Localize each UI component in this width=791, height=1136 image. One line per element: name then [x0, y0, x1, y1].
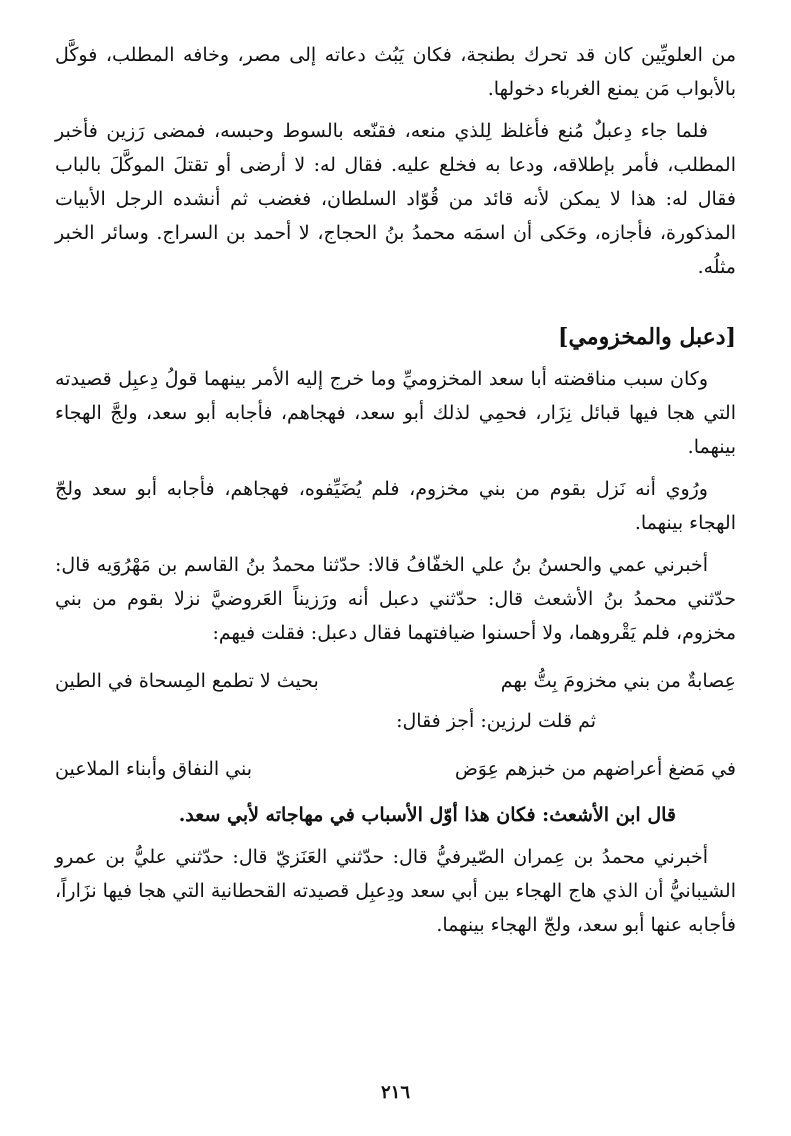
page-number: ٢١٦ [380, 1082, 410, 1103]
verse-2-second-hemistich: بني النفاق وأبناء الملاعين [55, 758, 253, 780]
paragraph-3: وكان سبب مناقضته أبا سعد المخزوميِّ وما خرج إليه الأمر بينهما قولُ دِعبِل قصيدته التي هجا فيها قبائل نِزَار، فحمِي لذلك أبو سعد، فهجاهم، فأجابه أبو سعد، ولجَّ الهجاء بينهما. [55, 368, 736, 458]
paragraph-2: فلما جاء دِعبلٌ مُنع فأغلظ لِلذي منعه، فقنّعه بالسوط وحبسه، فمضى رَزين فأخبر المطلب، فأمر بإطلاقه، ودعا به فخلع عليه. فقال له: لا أرضى أو تقتلَ الموكَّلَ بالباب فقال له: هذا لا يمكن لأنه قائد من قُوّاد السلطان، فغضب ثم أنشده الرجل الأبيات المذكورة، فأجازه، وحَكى أن اسمَه محمدُ بنُ الحجاج، لا أحمد بن السراج. وسائر الخبر مثلُه. [55, 120, 736, 278]
paragraph-6: ثم قلت لرزين: أجز فقال: [396, 710, 596, 732]
paragraph-8: أخبرني محمدُ بن عِمران الصّيرفيُّ قال: حدّثني العَنَزيّ قال: حدّثني عليُّ بن عمرو الشيبانيُّ أن الذي هاج الهجاء بين أبي سعد ودِعبِل قصيدته القحطانية التي هجا فيها نزَاراً، فأجابه عنها أبو سعد، ولجّ الهجاء بينهما. [54, 846, 736, 936]
verse-1-second-hemistich: بحيث لا تطمع المِسحاة في الطين [55, 670, 319, 692]
verse-1 [55, 664, 736, 698]
verse-1-first-hemistich: عِصابةٌ من بني مخزومَ بِتُّ بهم [500, 670, 736, 692]
paragraph-4: ورُوي أنه نَزل بقوم من بني مخزوم، فلم يُضَيِّفوه، فهجاهم، فأجابه أبو سعد ولجّ الهجاء بينهما. [55, 478, 736, 534]
paragraph-7: قال ابن الأشعث: فكان هذا أوّل الأسباب في مهاجاته لأبي سعد. [178, 804, 676, 826]
verse-2 [55, 752, 736, 786]
paragraph-1: من العلويِّين كان قد تحرك بطنجة، فكان يَبُث دعاته إلى مصر، وخافه المطلب، فوكَّل بالأبواب مَن يمنع الغرباء دخولها. [55, 44, 736, 100]
section-heading: [دعبل والمخزومي] [558, 324, 736, 350]
verse-2-first-hemistich: في مَضغ أعراضهم من خبزهم عِوَض [454, 758, 736, 780]
paragraph-5: أخبرني عمي والحسنُ بنُ علي الخفّافُ قالا: حدّثنا محمدُ بنُ القاسم بن مَهْرُوَيه قال: حدّثني محمدُ بنُ الأشعث قال: حدّثني دعبل أنه ورَزيناً العَروضيَّ نزلا بقوم من بني مخزوم، فلم يَقْروهما، ولا أحسنوا ضيافتهما فقال دعبل: فقلت فيهم: [55, 554, 736, 644]
